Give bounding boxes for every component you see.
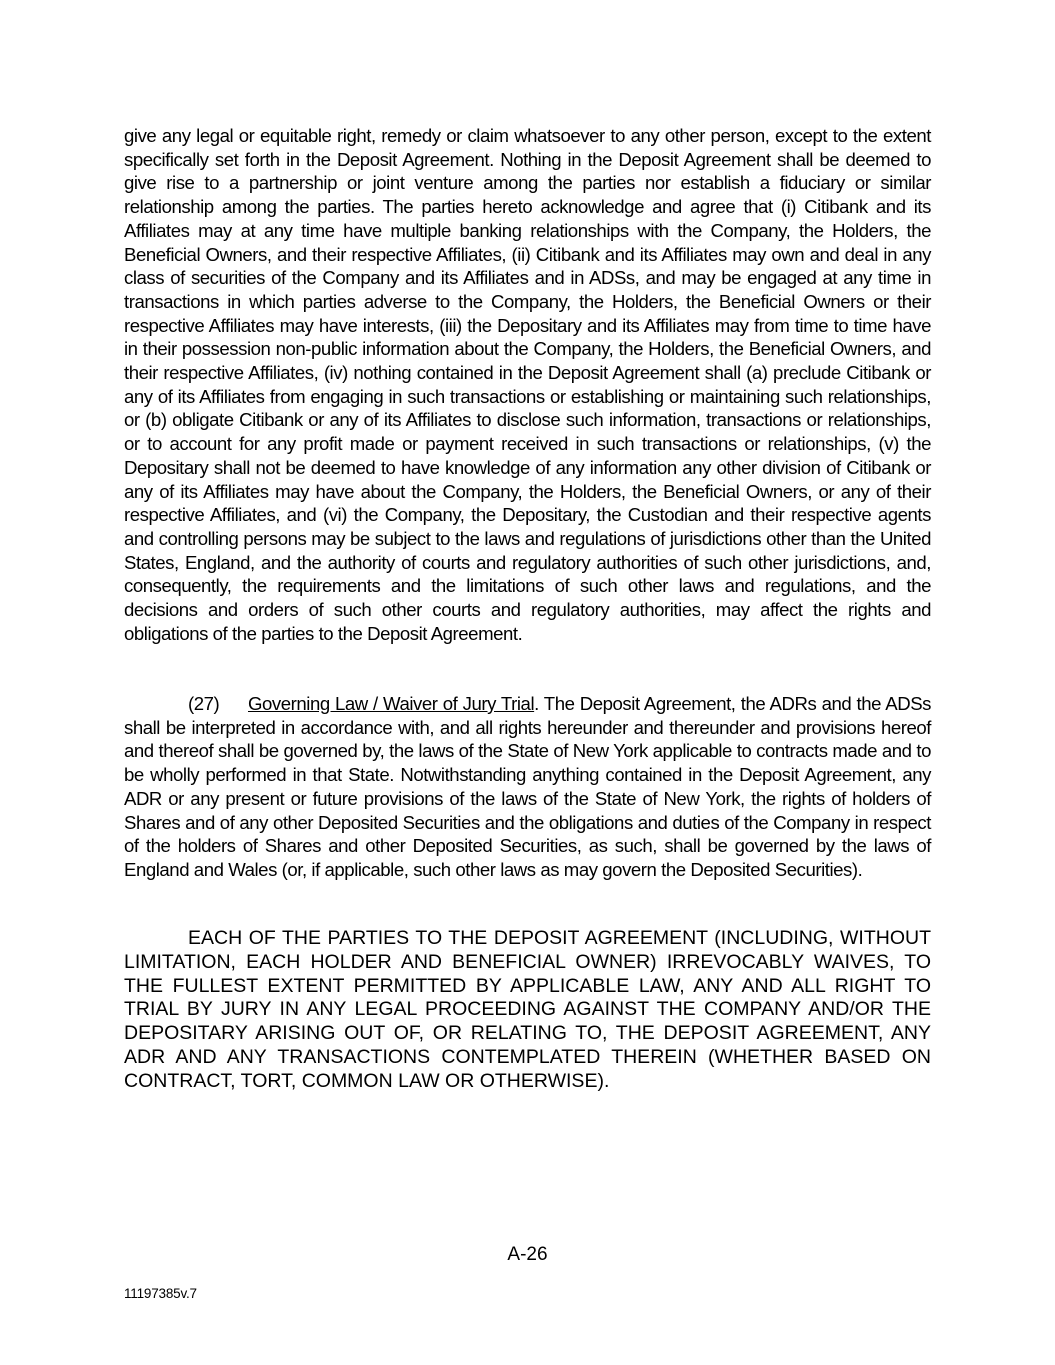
section-heading-period: .: [534, 693, 539, 714]
section-number: (27): [188, 693, 220, 714]
jury-waiver-paragraph: [124, 927, 931, 1094]
section-body: The Deposit Agreement, the ADRs and the ADSs shall be interpreted in accordance with, and all rights hereunder and thereunder and provisions hereof and thereof shall be governed by, the laws of the State of New York applicable to contracts made and to be wholly performed in that State. Notwithstanding anything contained in the Deposit Agreement, any ADR or any present or future provisions of the laws of the State of New York, the rights of holders of Shares and of any other Deposited Securities and the obligations and duties of the Company in respect of the holders of Shares and other Deposited Securities, as such, shall be governed by the laws of England and Wales (or, if applicable, such other laws as may govern the Deposited Securities).: [124, 693, 932, 880]
page-number: A-26: [507, 1244, 548, 1265]
document-id: 11197385v.7: [124, 1286, 197, 1301]
section-27-paragraph: [124, 692, 931, 882]
jury-waiver-text: EACH OF THE PARTIES TO THE DEPOSIT AGREEMENT (INCLUDING, WITHOUT LIMITATION, EACH HOLDER AND BENEFICIAL OWNER) IRREVOCABLY WAIVES, TO THE FULLEST EXTENT PERMITTED BY APPLICABLE LAW, ANY AND ALL RIGHT TO TRIAL BY JURY IN ANY LEGAL PROCEEDING AGAINST THE COMPANY AND/OR THE DEPOSITARY ARISING OUT OF, OR RELATING TO, THE DEPOSIT AGREEMENT, ANY ADR AND ANY TRANSACTIONS CONTEMPLATED THEREIN (WHETHER BASED ON CONTRACT, TORT, COMMON LAW OR OTHERWISE).: [124, 927, 931, 1092]
section-heading: Governing Law / Waiver of Jury Trial: [248, 693, 535, 714]
continuation-paragraph: give any legal or equitable right, remedy or claim whatsoever to any other person, except to the extent specifically set forth in the Deposit Agreement. Nothing in the Deposit Agreement shall be deemed to give rise to a partnership or joint venture among the parties nor establish a fiduciary or similar relationship among the parties. The parties hereto acknowledge and agree that (i) Citibank and its Affiliates may at any time have multiple banking relationships with the Company, the Holders, the Beneficial Owners, and their respective Affiliates, (ii) Citibank and its Affiliates may own and deal in any class of securities of the Company and its Affiliates and in ADSs, and may be engaged at any time in transactions in which parties adverse to the Company, the Holders, the Beneficial Owners or their respective Affiliates may have interests, (iii) the Depositary and its Affiliates may from time to time have in their possession non-public information about the Company, the Holders, the Beneficial Owners, and their respective Affiliates, (iv) nothing contained in the Deposit Agreement shall (a) preclude Citibank or any of its Affiliates from engaging in such transactions or establishing or maintaining such relationships, or (b) obligate Citibank or any of its Affiliates to disclose such information, transactions or relationships, or to account for any profit made or payment received in such transactions or relationships, (v) the Depositary shall not be deemed to have knowledge of any information any other division of Citibank or any of its Affiliates may have about the Company, the Holders, the Beneficial Owners, or any of their respective Affiliates, and (vi) the Company, the Depositary, the Custodian and their respective agents and controlling persons may be subject to the laws and regulations of jurisdictions other than the United States, England, and the authority of courts and regulatory authorities of such other jurisdictions, and, consequently, the requirements and the limitations of such other laws and regulations, and the decisions and orders of such other courts and regulatory authorities, may affect the rights and obligations of the parties to the Deposit Agreement.: [124, 125, 931, 644]
